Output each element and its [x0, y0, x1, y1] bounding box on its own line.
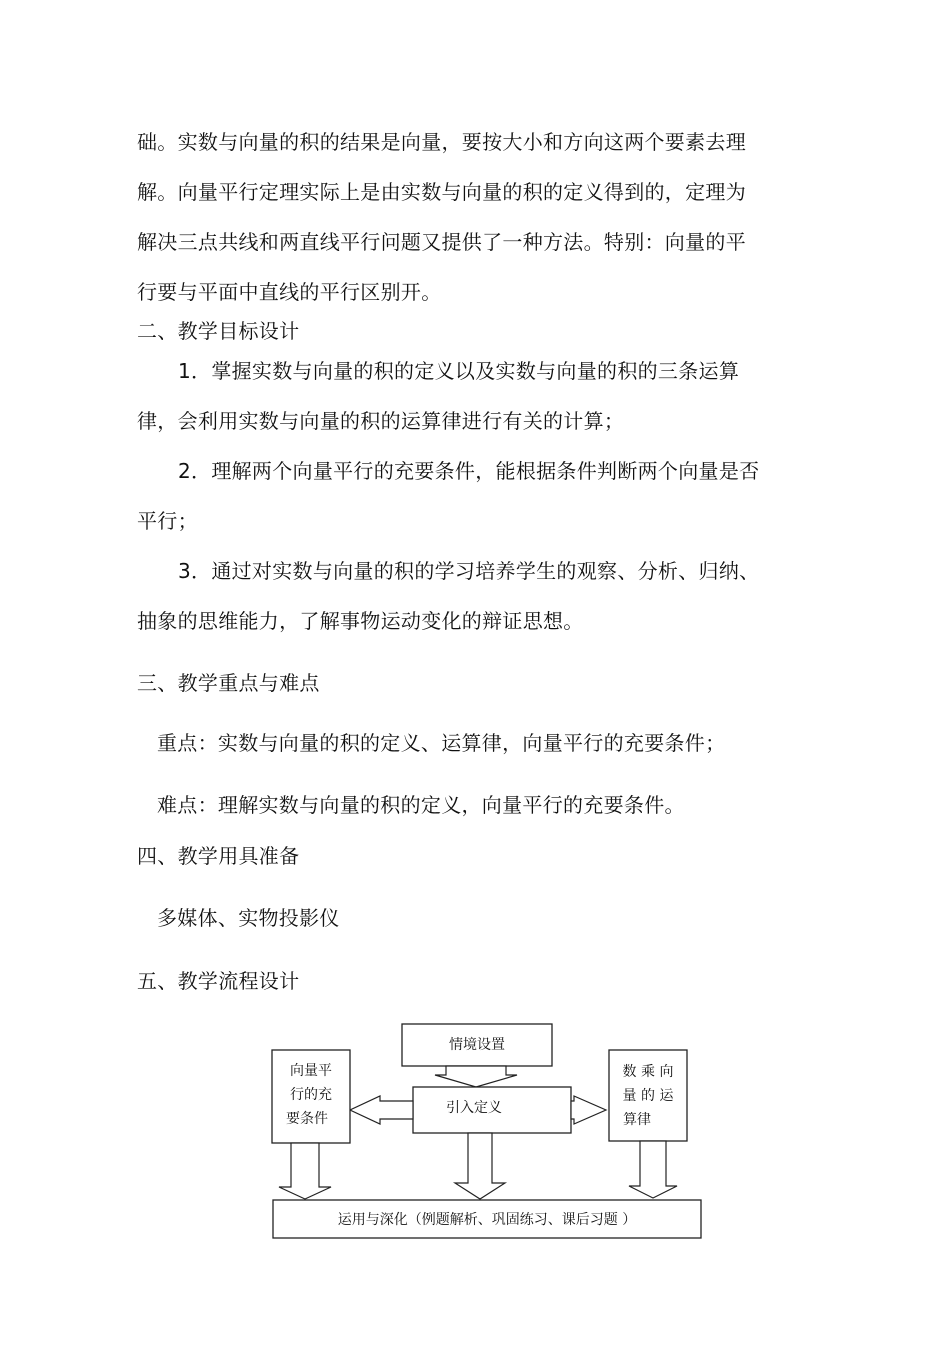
key-points-text: 重点：实数与向量的积的定义、运算律，向量平行的充要条件；	[157, 731, 726, 755]
goal-3-line-1: 3．通过对实数与向量的积的学习培养学生的观察、分析、归纳、	[178, 559, 760, 583]
operation-law-line-3: 算律	[623, 1112, 651, 1128]
goal-1-line-2: 律，会利用实数与向量的积的运算律进行有关的计算；	[137, 409, 625, 433]
paragraph-line-4: 行要与平面中直线的平行区别开。	[137, 280, 442, 304]
paragraph-line-3: 解决三点共线和两直线平行问题又提供了一种方法。特别：向量的平	[137, 230, 746, 254]
situation-box	[402, 1024, 552, 1066]
goal-3-line-2: 抽象的思维能力，了解事物运动变化的辩证思想。	[137, 609, 584, 633]
section-heading-tools: 四、教学用具准备	[137, 844, 300, 868]
parallel-condition-line-3: 要条件	[286, 1111, 328, 1127]
parallel-condition-line-1: 向量平	[290, 1063, 332, 1079]
paragraph-line-2: 解。向量平行定理实际上是由实数与向量的积的定义得到的，定理为	[137, 180, 746, 204]
left-down-arrow	[279, 1143, 331, 1199]
center-down-arrow	[455, 1133, 505, 1199]
application-box	[273, 1200, 701, 1238]
introduce-box	[413, 1087, 571, 1133]
situation-down-arrow	[435, 1066, 517, 1087]
application-label: 运用与深化（例题解析、巩固练习、课后习题 ）	[337, 1212, 637, 1228]
goal-2-line-2: 平行；	[137, 509, 198, 533]
right-down-arrow	[629, 1141, 677, 1198]
parallel-condition-box	[272, 1050, 350, 1143]
tools-text: 多媒体、实物投影仪	[157, 906, 340, 930]
left-arrow	[350, 1096, 413, 1124]
right-arrow	[571, 1096, 606, 1124]
section-heading-goals: 二、教学目标设计	[137, 319, 300, 343]
operation-law-line-1: 数 乘 向	[622, 1064, 674, 1080]
parallel-condition-line-2: 行的充	[290, 1087, 332, 1103]
goal-2-line-1: 2．理解两个向量平行的充要条件，能根据条件判断两个向量是否	[178, 459, 760, 483]
operation-law-box	[609, 1050, 687, 1141]
difficulties-text: 难点：理解实数与向量的积的定义，向量平行的充要条件。	[157, 793, 685, 817]
introduce-label: 引入定义	[446, 1100, 502, 1116]
situation-label: 情境设置	[449, 1037, 505, 1053]
paragraph-line-1: 础。实数与向量的积的结果是向量，要按大小和方向这两个要素去理	[137, 130, 746, 154]
operation-law-line-2: 量 的 运	[622, 1088, 674, 1104]
section-heading-flow: 五、教学流程设计	[137, 969, 300, 993]
section-heading-key-points: 三、教学重点与难点	[137, 671, 320, 695]
goal-1-line-1: 1．掌握实数与向量的积的定义以及实数与向量的积的三条运算	[178, 359, 740, 383]
